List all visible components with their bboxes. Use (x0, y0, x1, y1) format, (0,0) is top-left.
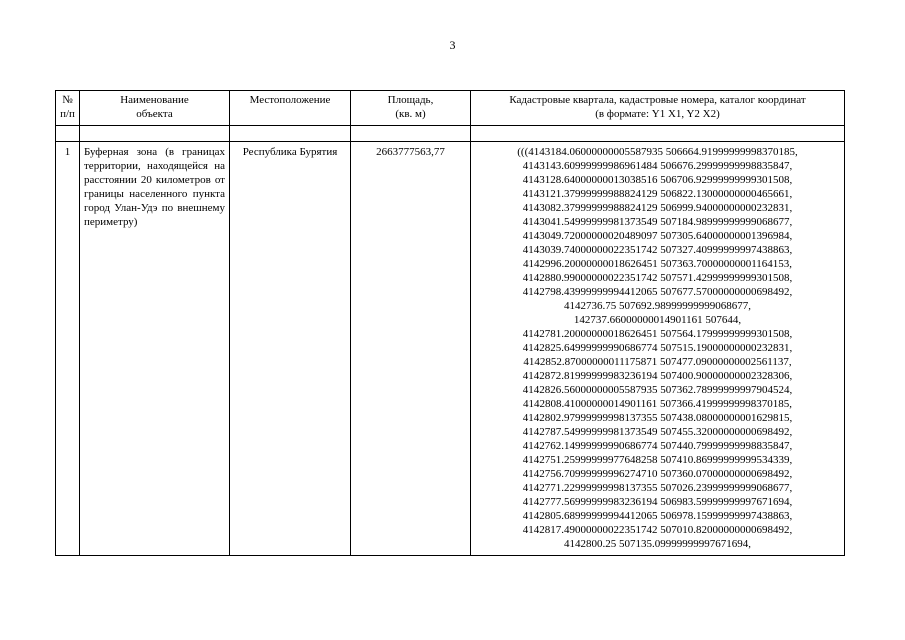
table-row (56, 142, 845, 556)
coordinate-line: 4142880.99000000022351742 507571.42999999999301508, (522, 272, 793, 284)
header-num: № п/п (56, 91, 80, 126)
coordinate-line: 4142777.56999999983236194 506983.59999999997671694, (522, 496, 793, 508)
coordinate-line: 4143143.60999999986961484 506676.29999999998835847, (522, 160, 793, 172)
coordinate-line: 4142751.25999999977648258 507410.86999999999534339, (522, 454, 793, 466)
coordinate-line: 4143128.64000000013038516 506706.92999999999301508, (522, 174, 793, 186)
coordinate-line: 4142825.64999999990686774 507515.19000000000232831, (522, 342, 793, 354)
object-location: Республика Бурятия (230, 142, 351, 556)
coordinate-catalog (471, 142, 845, 556)
coordinate-line: 4142996.20000000018626451 507363.70000000001164153, (522, 258, 793, 270)
coordinate-line: 4142852.87000000011175871 507477.09000000002561137, (523, 356, 792, 368)
coordinate-line: 4142872.81999999983236194 507400.90000000002328306, (522, 370, 793, 382)
table-header-row (56, 91, 845, 126)
coordinate-line: 4142762.14999999990686774 507440.79999999998835847, (522, 440, 793, 452)
coordinate-line: 4143082.37999999988824129 506999.94000000000232831, (522, 202, 793, 214)
page-number: 3 (449, 38, 456, 52)
coordinate-line: 142737.66000000014901161 507644, (573, 314, 742, 326)
coordinate-line: (((4143184.06000000005587935 506664.91999999998370185, (517, 146, 798, 158)
spacer-row (56, 126, 845, 142)
coordinate-line: 4142771.22999999998137355 507026.23999999999068677, (522, 482, 793, 494)
coordinate-line: 4142800.25 507135.09999999997671694, (564, 538, 751, 550)
object-area: 2663777563,77 (351, 142, 471, 556)
coordinate-line: 4142817.49000000022351742 507010.82000000000698492, (522, 524, 793, 536)
coordinate-line: 4143049.72000000020489097 507305.64000000001396984, (522, 230, 793, 242)
coordinate-line: 4142781.20000000018626451 507564.17999999999301508, (522, 328, 793, 340)
header-location: Местоположение (230, 91, 351, 126)
coordinate-line: 4142808.41000000014901161 507366.41999999998370185, (522, 398, 793, 410)
coordinate-line: 4142805.68999999994412065 506978.15999999997438863, (522, 510, 793, 522)
row-num: 1 (56, 142, 80, 556)
header-area: Площадь, (кв. м) (351, 91, 471, 126)
coordinate-line: 4142798.43999999994412065 507677.57000000000698492, (522, 286, 793, 298)
cadastral-table (55, 90, 845, 556)
coordinate-line: 4142826.56000000005587935 507362.78999999997904524, (522, 384, 793, 396)
coordinate-line: 4142736.75 507692.98999999999068677, (564, 300, 751, 312)
coordinate-line: 4142756.70999999996274710 507360.07000000000698492, (522, 468, 793, 480)
coordinate-line: 4143121.37999999988824129 506822.13000000000465661, (522, 188, 793, 200)
coordinate-line: 4142787.54999999981373549 507455.32000000000698492, (522, 426, 793, 438)
object-name: Буферная зона (в границах территории, находящейся на расстоянии 20 километров от границы населенного пункта город Улан-Удэ по внешнему периметру) (80, 142, 230, 556)
coordinate-line: 4143041.54999999981373549 507184.98999999999068677, (522, 216, 793, 228)
coordinate-line: 4143039.74000000022351742 507327.40999999997438863, (522, 244, 793, 256)
header-name: Наименование объекта (80, 91, 230, 126)
header-coordinates: Кадастровые квартала, кадастровые номера, каталог координат (в формате: Y1 X1, Y2 X2) (471, 91, 845, 126)
coordinate-line: 4142802.97999999998137355 507438.08000000001629815, (522, 412, 793, 424)
